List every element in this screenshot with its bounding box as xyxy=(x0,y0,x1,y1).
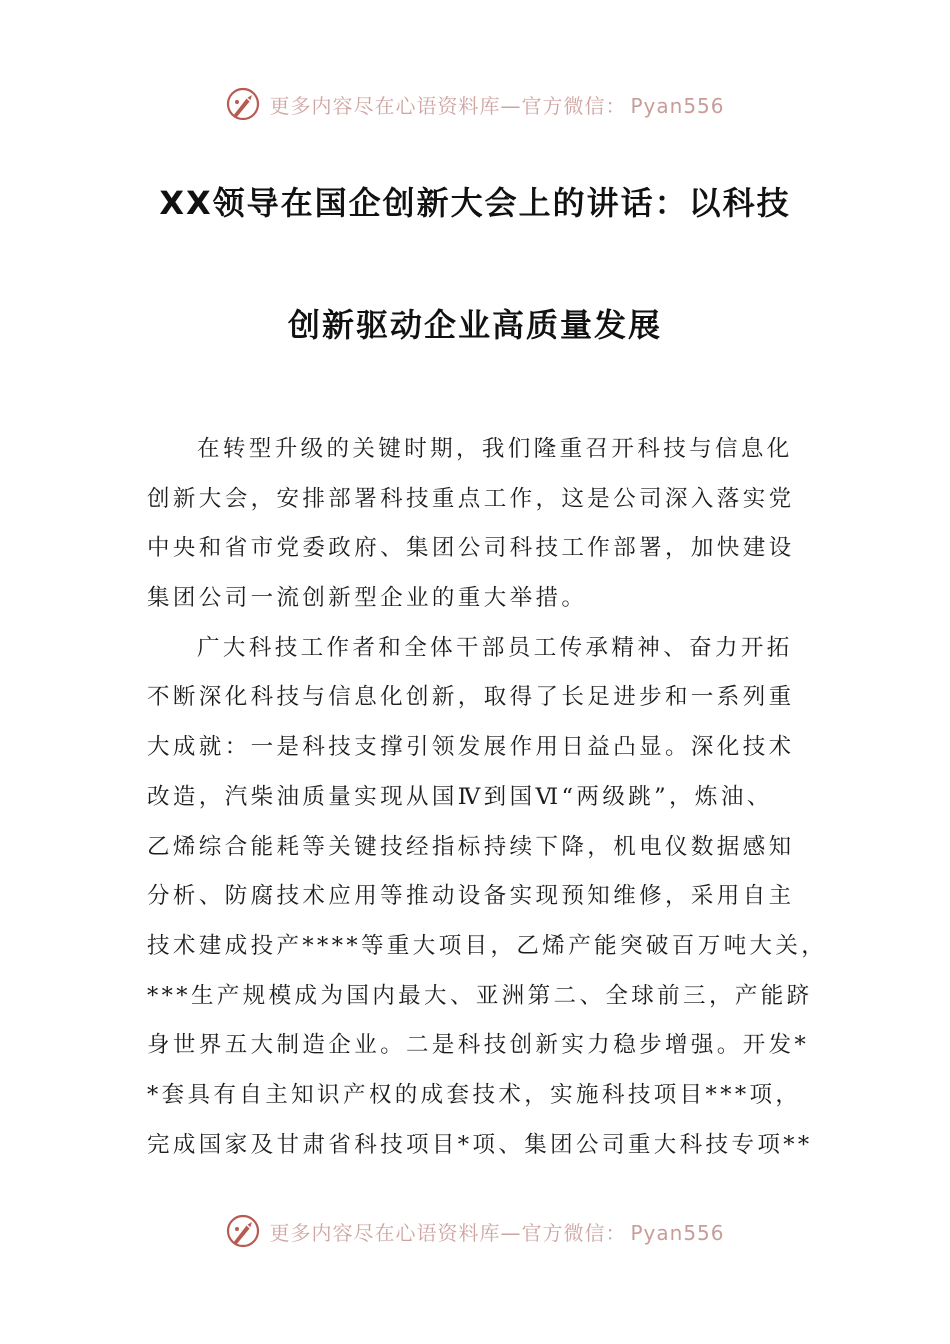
paragraph-line: 集团公司一流创新型企业的重大举措。 xyxy=(147,585,588,612)
paragraph-line: 技术建成投产****等重大项目，乙烯产能突破百万吨大关， xyxy=(147,932,828,959)
header-banner xyxy=(0,84,950,124)
pen-nib-circle-icon xyxy=(225,1213,261,1249)
pen-nib-circle-icon xyxy=(225,86,261,122)
paragraph-line: 中央和省市党委政府、集团公司科技工作部署，加快建设 xyxy=(147,535,795,562)
paragraph-line: 大成就：一是科技支撑引领发展作用日益凸显。深化技术 xyxy=(147,734,795,761)
paragraph-line: ***生产规模成为国内最大、亚洲第二、全球前三，产能跻 xyxy=(147,982,813,1009)
paragraph-line: 乙烯综合能耗等关键技经指标持续下降，机电仪数据感知 xyxy=(147,833,795,860)
document-title-line-2: 创新驱动企业高质量发展 xyxy=(287,306,662,344)
footer-banner xyxy=(0,1211,950,1251)
banner-wechat-id: Pyan556 xyxy=(630,1220,725,1245)
paragraph-line: 改造，汽柴油质量实现从国Ⅳ到国Ⅵ“两级跳”，炼油、 xyxy=(147,783,773,810)
paragraph-line: 创新大会，安排部署科技重点工作，这是公司深入落实党 xyxy=(147,485,795,512)
banner-wechat-id: Pyan556 xyxy=(630,93,725,118)
document-body xyxy=(147,425,828,1170)
paragraph-line: 完成国家及甘肃省科技项目*项、集团公司重大科技专项** xyxy=(147,1131,813,1158)
paragraph-line: 广大科技工作者和全体干部员工传承精神、奋力开拓 xyxy=(197,634,793,661)
banner-text xyxy=(269,90,724,119)
paragraph-line: 在转型升级的关键时期，我们隆重召开科技与信息化 xyxy=(197,436,793,462)
paragraph-line: 分析、防腐技术应用等推动设备实现预知维修，采用自主 xyxy=(147,883,795,910)
paragraph-line: *套具有自主知识产权的成套技术，实施科技项目***项， xyxy=(147,1081,802,1108)
document-title-line-1: XX领导在国企创新大会上的讲话：以科技 xyxy=(159,184,791,222)
paragraph-line: 身世界五大制造企业。二是科技创新实力稳步增强。开发* xyxy=(147,1032,810,1059)
banner-chinese-text: 更多内容尽在心语资料库—官方微信： xyxy=(269,1220,627,1245)
banner-text xyxy=(269,1217,724,1246)
paragraph-line: 不断深化科技与信息化创新，取得了长足进步和一系列重 xyxy=(147,684,795,711)
banner-chinese-text: 更多内容尽在心语资料库—官方微信： xyxy=(269,93,627,118)
